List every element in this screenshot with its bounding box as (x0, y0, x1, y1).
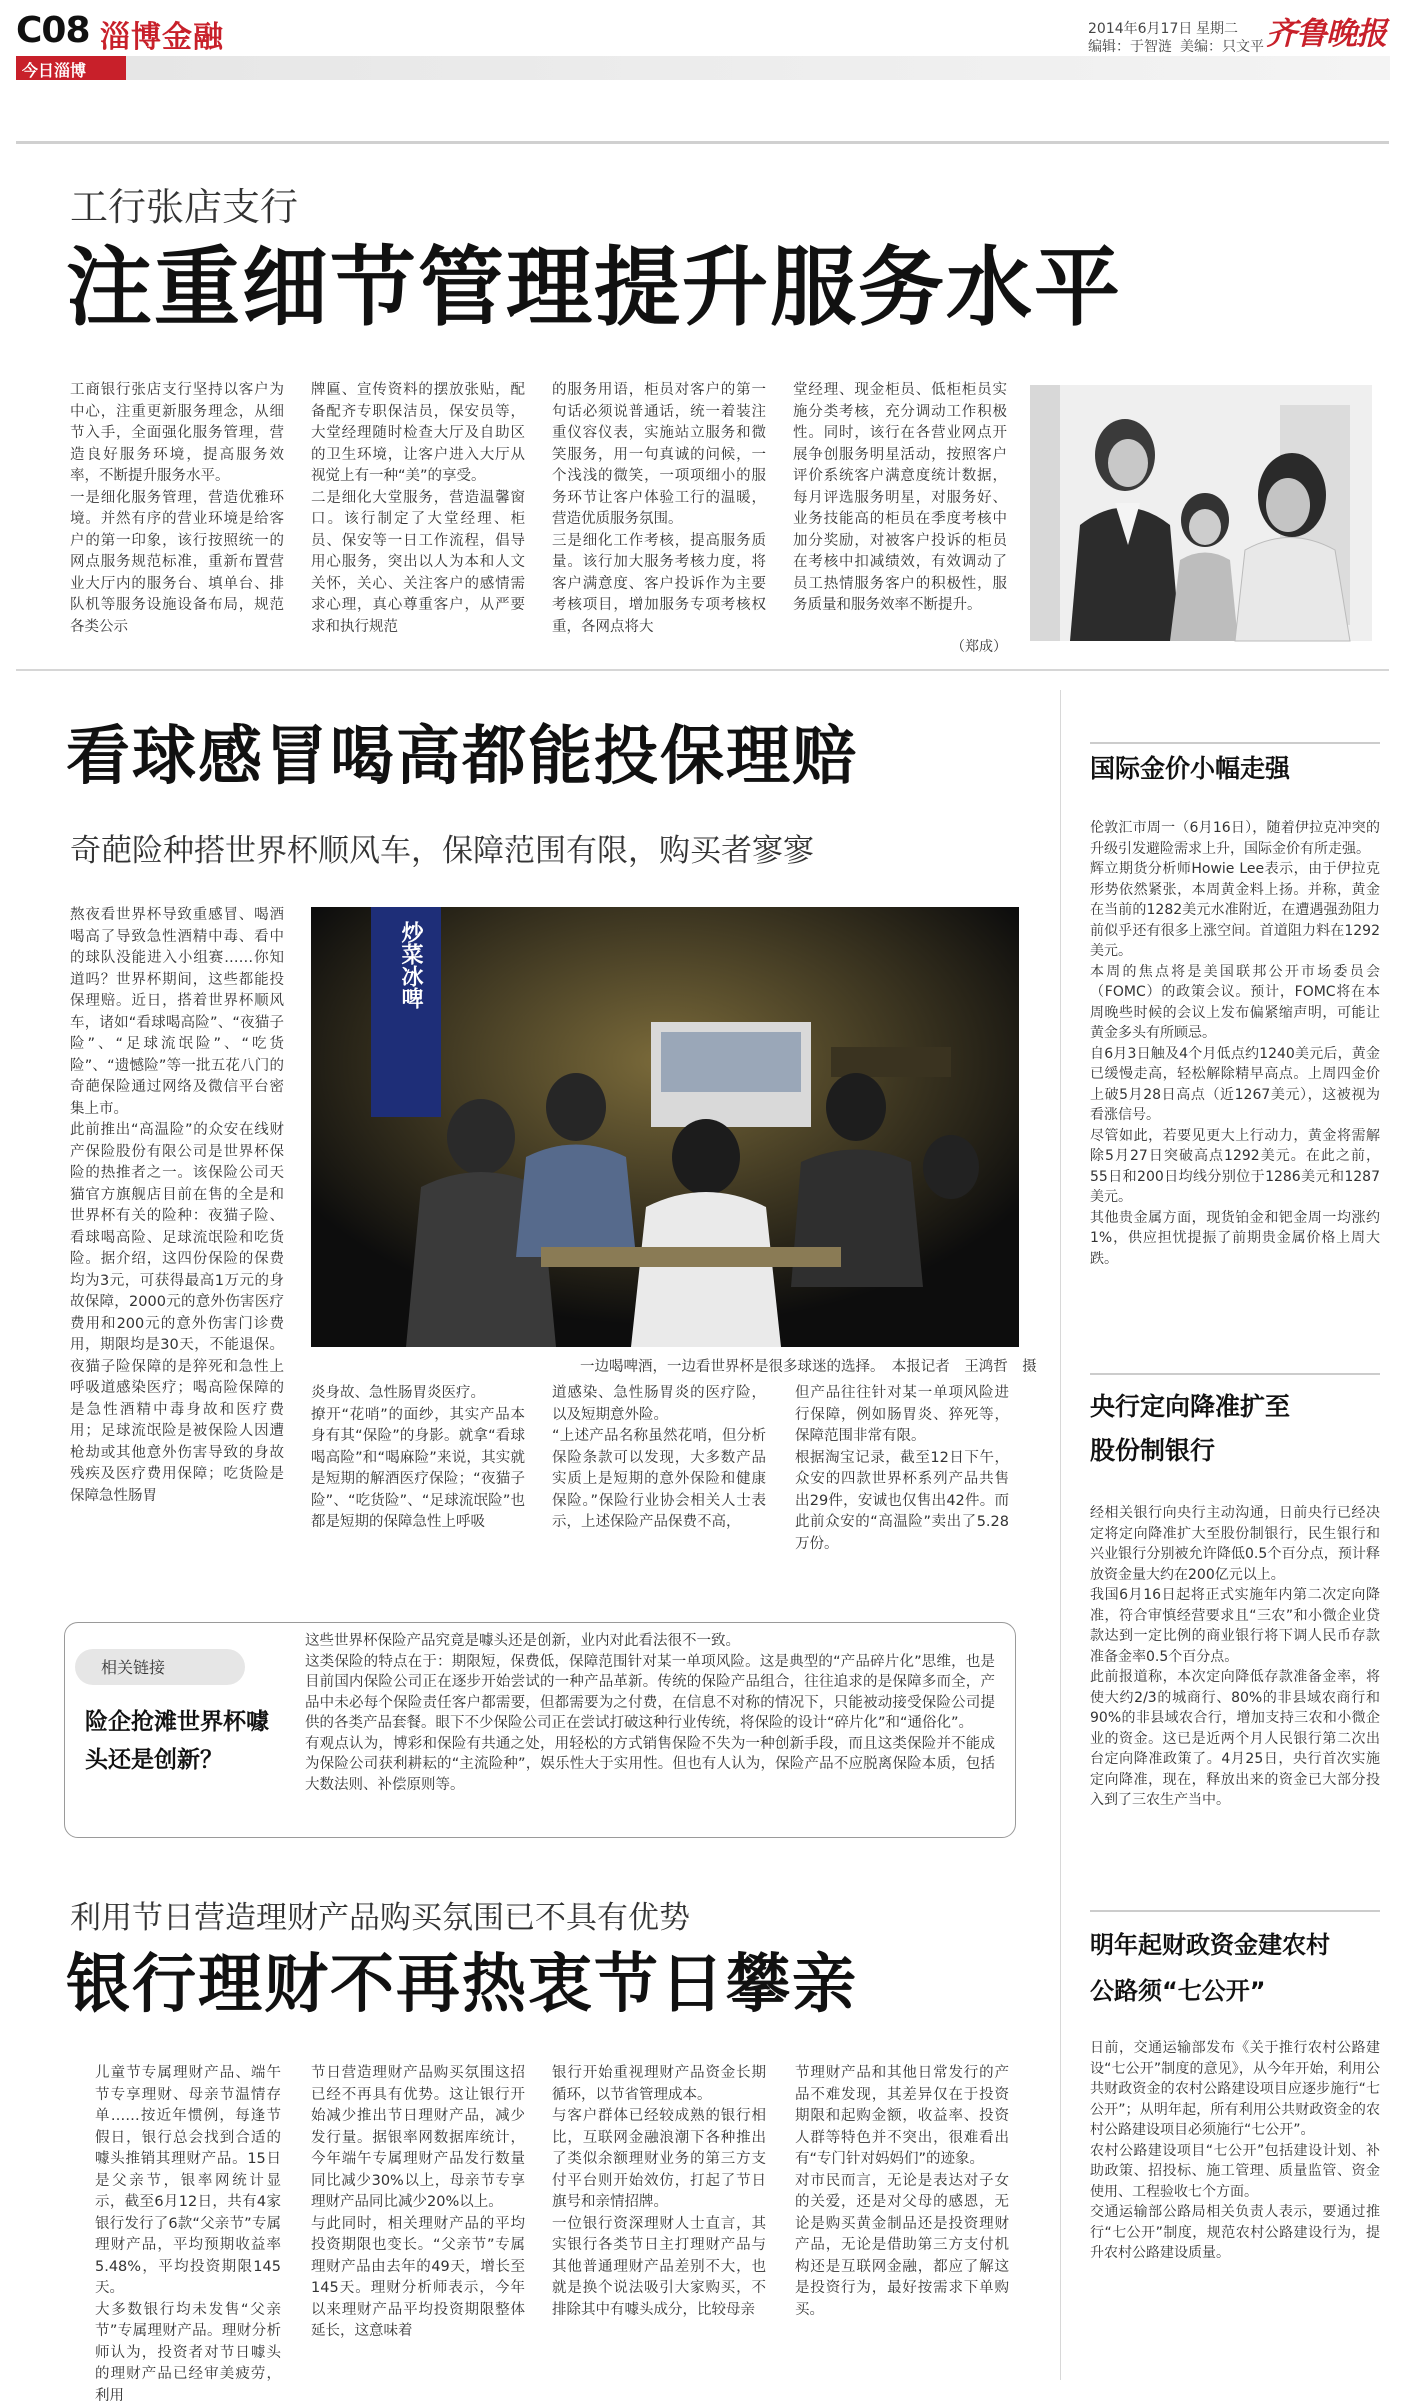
side2 (1090, 1385, 1380, 1913)
subsection-label: 今日淄博 (22, 61, 87, 80)
article2-title: 看球感冒喝高都能投保理赔 (66, 720, 858, 794)
side3-title: 明年起财政资金建农村公路须“七公开” (1090, 1931, 1330, 2005)
article2-column-b3: 但产品往往针对某一单项风险进行保障，例如肠胃炎、猝死等，保障范围非常有限。 根据淘宝记录，截至12日下午，众安的四款世界杯系列产品共售出29件，安诚也仅售出42件。而此前众安的“高温险”卖出了5.28万份。 (795, 1385, 1009, 1552)
header-designer: 美编：只文平 (1180, 39, 1264, 55)
article1-title: 注重细节管理提升服务水平 (66, 238, 1122, 338)
article2-column-left: 熬夜看世界杯导致重感冒、喝酒喝高了导致急性酒精中毒、看中的球队没能进入小组赛……你知道吗？世界杯期间，这些都能投保理赔。近日，搭着世界杯顺风车，诸如“看球喝高险”、“夜猫子险”、“足球流氓险”、“吃货险”、“遗憾险”等一批五花八门的奇葩保险通过网络及微信平台密集上市。 此前推出“高温险”的众安在线财产保险股份有限公司是世界杯保险的热推者之一。该保险公司天猫官方旗舰店目前在售的全是和世界杯有关的险种：夜猫子险、看球喝高险、足球流氓险和吃货险。据介绍，这四份保险的保费均为3元，可获得最高1万元的身故保障，2000元的意外伤害医疗费用和200元的意外伤害门诊费用，期限均是30天，不能退保。夜猫子险保障的是猝死和急性上呼吸道感染医疗；喝高险保障的是急性酒精中毒身故和医疗费用；足球流氓险是被保险人因遭枪劫或其他意外伤害导致的身故残疾及医疗费用保障；吃货险是保障急性肠胃 (70, 907, 284, 1504)
related-link-tag-label: 相关链接 (101, 1658, 166, 1677)
related-link-text: 这些世界杯保险产品究竟是噱头还是创新，业内对此看法很不一致。 这类保险的特点在于：期限短，保费低，保障范围针对某一单项风险。这是典型的“产品碎片化”思维，也是目前国内保险公司正在逐步开始尝试的一种产品革新。传统的保险产品组合，往往追求的是保障多而全，产品中未必每个保险责任客户都需要，但都需要为之付费，在信息不对称的情况下，只能被动接受保险公司提供的各类产品套餐。眼下不少保险公司正在尝试打破这种行业传统，将保险的设计“碎片化”和“通俗化”。 有观点认为，博彩和保险有共通之处，用轻松的方式销售保险不失为一种创新手段，而且这类保险并不能成为保险公司获利耕耘的“主流险种”，娱乐性大于实用性。但也有人认为，保险产品不应脱离保险本质，包括大数法则、补偿原则等。 (305, 1633, 995, 1793)
newspaper-logo: 齐鲁晚报 (1266, 16, 1386, 52)
side3-text: 日前，交通运输部发布《关于推行农村公路建设“七公开”制度的意见》，从今年开始，利用公共财政资金的农村公路建设项目应逐步施行“七公开”；从明年起，所有利用公共财政资金的农村公路建设项目必须施行“七公开”。 农村公路建设项目“七公开”包括建设计划、补助政策、招投标、施工管理、质量监管、资金使用、工程验收七个方面。 交通运输部公路局相关负责人表示，要通过推行“七公开”制度，规范农村公路建设行为，提升农村公路建设质量。 (1090, 2040, 1380, 2261)
bank-staff-photo-illustration (1030, 385, 1372, 641)
article1-kicker: 工行张店支行 (70, 185, 299, 229)
section-subtitle-bar (16, 56, 1390, 80)
article3-title: 银行理财不再热衷节日攀亲 (66, 1948, 858, 2022)
article2-column-b2: 道感染、急性肠胃炎的医疗险，以及短期意外险。 “上述产品名称虽然花哨，但分析保险条款可以发现，大多数产品实质上是短期的意外保险和健康保险。”保险行业协会相关人士表示，上述保险产品保费不高， (552, 1385, 766, 1530)
side1-title: 国际金价小幅走强 (1090, 754, 1291, 783)
side1-text: 伦敦汇市周一（6月16日），随着伊拉克冲突的升级引发避险需求上升，国际金价有所走强。 辉立期货分析师Howie Lee表示，由于伊拉克形势依然紧张，本周黄金料上扬。并称，黄金在当前的1282美元水准附近，在遭遇强劲阻力前似乎还有很多上涨空间。首道阻力料在1292美元。 本周的焦点将是美国联邦公开市场委员会（FOMC）的政策会议。预计，FOMC将在本周晚些时候的会议上发布偏紧缩声明，可能让黄金多头有所顾忌。 自6月3日触及4个月低点约1240美元后，黄金已缓慢走高，轻松解除精早高点。上周四金价上破5月28日高点（近1267美元），这被视为看涨信号。 尽管如此，若要见更大上行动力，黄金将需解除5月27日突破高点1292美元。在此之前，55日和200日均线分别位于1286美元和1287美元。 其他贵金属方面，现货铂金和钯金周一均涨约1%，供应担忧提振了前期贵金属价格上周大跌。 (1090, 820, 1380, 1267)
header-weekday: 星期二 (1196, 21, 1238, 37)
article3-column-2: 节日营造理财产品购买氛围这招已经不再具有优势。这让银行开始减少推出节日理财产品，减少发行量。据银率网数据库统计，今年端午专属理财产品发行数量同比减少30%以上，母亲节专享理财产品同比减少20%以上。 与此同时，相关理财产品的平均投资期限也变长。“父亲节”专属理财产品由去年的49天，增长至145天。理财分析师表示，今年以来理财产品平均投资期限整体延长，这意味着 (311, 2065, 525, 2339)
article3-column-4: 节理财产品和其他日常发行的产品不难发现，其差异仅在于投资期限和起购金额，收益率、投资人群等特色并不突出，很难看出有“专门针对妈妈们”的迹象。 对市民而言，无论是表达对子女的关爱，还是对父母的感恩，无论是购买黄金制品还是投资理财产品，无论是借助第三方支付机构还是互联网金融，都应了解这是投资行为，最好按需求下单购买。 (795, 2065, 1009, 2318)
related-link-box (64, 1622, 1016, 1838)
related-link-title: 险企抢滩世界杯噱头还是创新？ (85, 1709, 269, 1773)
header-editor: 编辑：于智涟 (1088, 39, 1172, 55)
side1 (1090, 750, 1380, 1318)
sidebar-divider (1060, 690, 1061, 2380)
side2-text: 经相关银行向央行主动沟通，日前央行已经决定将定向降准扩大至股份制银行，民生银行和兴业银行分别被允许降低0.5个百分点，预计释放资金量大约在200亿元以上。 我国6月16日起将正式实施年内第二次定向降准，符合审慎经营要求且“三农”和小微企业贷款达到一定比例的商业银行将下调人民币存款准备金率0.5个百分点。 此前报道称，本次定向降低存款准备金率，将使大约2/3的城商行、80%的非县域农商行和90%的非县域农合行，增加支持三农和小微企业的资金。这已是近两个月人民银行第二次出台定向降准政策了。4月25日，央行首次实施定向降准，现在，释放出来的资金已大部分投入到了三农生产当中。 (1090, 1505, 1380, 1808)
article2-photo-caption: 一边喝啤酒，一边看世界杯是很多球迷的选择。 本报记者 王鸿哲 摄 (580, 1359, 1037, 1375)
rule-after-article1 (16, 669, 1389, 671)
article1-photo (1030, 385, 1372, 641)
side3 (1090, 1922, 1380, 2338)
page-number: C08 (16, 10, 90, 51)
photo-sign-text: 炒菜冰啤 (398, 921, 423, 1009)
article2-photo (311, 907, 1019, 1347)
top-rule (16, 141, 1389, 144)
side2-title: 央行定向降准扩至股份制银行 (1090, 1392, 1291, 1465)
article3-column-1: 儿童节专属理财产品、端午节专享理财、母亲节温情存单……按近年惯例，每逢节假日，银行总会找到合适的噱头推销其理财产品。15日是父亲节，银率网统计显示，截至6月12日，共有4家银行发行了6款“父亲节”专属理财产品，平均预期收益率5.48%，平均投资期限145天。 大多数银行均未发售“父亲节”专属理财产品。理财分析师认为，投资者对节日噱头的理财产品已经审美疲劳，利用 (95, 2065, 281, 2404)
header-date: 2014年6月17日 (1088, 21, 1193, 37)
article1-column-3: 的服务用语，柜员对客户的第一句话必须说普通话，统一着装注重仪容仪表，实施站立服务和微笑服务，用一句真诚的问候，一个浅浅的微笑，一项项细小的服务环节让客户体验工行的温暖，营造优质服务氛围。 三是细化工作考核，提高服务质量。该行加大服务考核力度，将客户满意度、客户投诉作为主要考核项目，增加服务专项考核权重，各网点将大 (552, 382, 766, 635)
article3-column-3: 银行开始重视理财产品资金长期循环，以节省管理成本。 与客户群体已经较成熟的银行相比，互联网金融浪潮下各种推出了类似余额理财业务的第三方支付平台则开始效仿，打起了节日旗号和亲情招牌。 一位银行资深理财人士直言，其实银行各类节日主打理财产品与其他普通理财产品差别不大，也就是换个说法吸引大家购买，不排除其中有噱头成分，比较母亲 (552, 2065, 766, 2318)
article1-column-2: 牌匾、宣传资料的摆放张贴，配备配齐专职保洁员，保安员等，大堂经理随时检查大厅及自助区的卫生环境，让客户进入大厅从视觉上有一种“美”的享受。 二是细化大堂服务，营造温馨窗口。该行制定了大堂经理、柜员、保安等一日工作流程，倡导用心服务，突出以人为本和人文关怀，关心、关注客户的感情需求心理，真心尊重客户，从严要求和执行规范 (311, 382, 525, 635)
article2-subtitle: 奇葩险种搭世界杯顺风车，保障范围有限，购买者寥寥 (70, 833, 814, 869)
section-title: 淄博金融 (100, 20, 224, 55)
article3-kicker: 利用节日营造理财产品购买氛围已不具有优势 (70, 1900, 690, 1936)
article1-byline: （郑成） (951, 639, 1007, 655)
article2-column-b1: 炎身故、急性肠胃炎医疗。 撩开“花哨”的面纱，其实产品本身有其“保险”的身影。就拿“看球喝高险”和“喝麻险”来说，其实就是短期的解酒医疗保险；“夜猫子险”、“吃货险”、“足球流氓险”也都是短期的保障急性上呼吸 (311, 1385, 525, 1530)
article1-column-1: 工商银行张店支行坚持以客户为中心，注重更新服务理念，从细节入手，全面强化服务管理，营造良好服务环境，提高服务效率，不断提升服务水平。 一是细化服务管理，营造优雅环境。并然有序的营业环境是给客户的第一印象，该行按照统一的网点服务规范标准，重新布置营业大厅内的服务台、填单台、排队机等服务设施设备布局，规范各类公示 (70, 382, 284, 635)
article1-column-4: 堂经理、现金柜员、低柜柜员实施分类考核，充分调动工作积极性。同时，该行在各营业网点开展争创服务明星活动，按照客户评价系统客户满意度统计数据，每月评选服务明星，对服务好、业务技能高的柜员在季度考核中加分奖励，对被客户投诉的柜员在考核中扣减绩效，有效调动了员工热情服务客户的积极性，服务质量和服务效率不断提升。 (793, 382, 1007, 613)
